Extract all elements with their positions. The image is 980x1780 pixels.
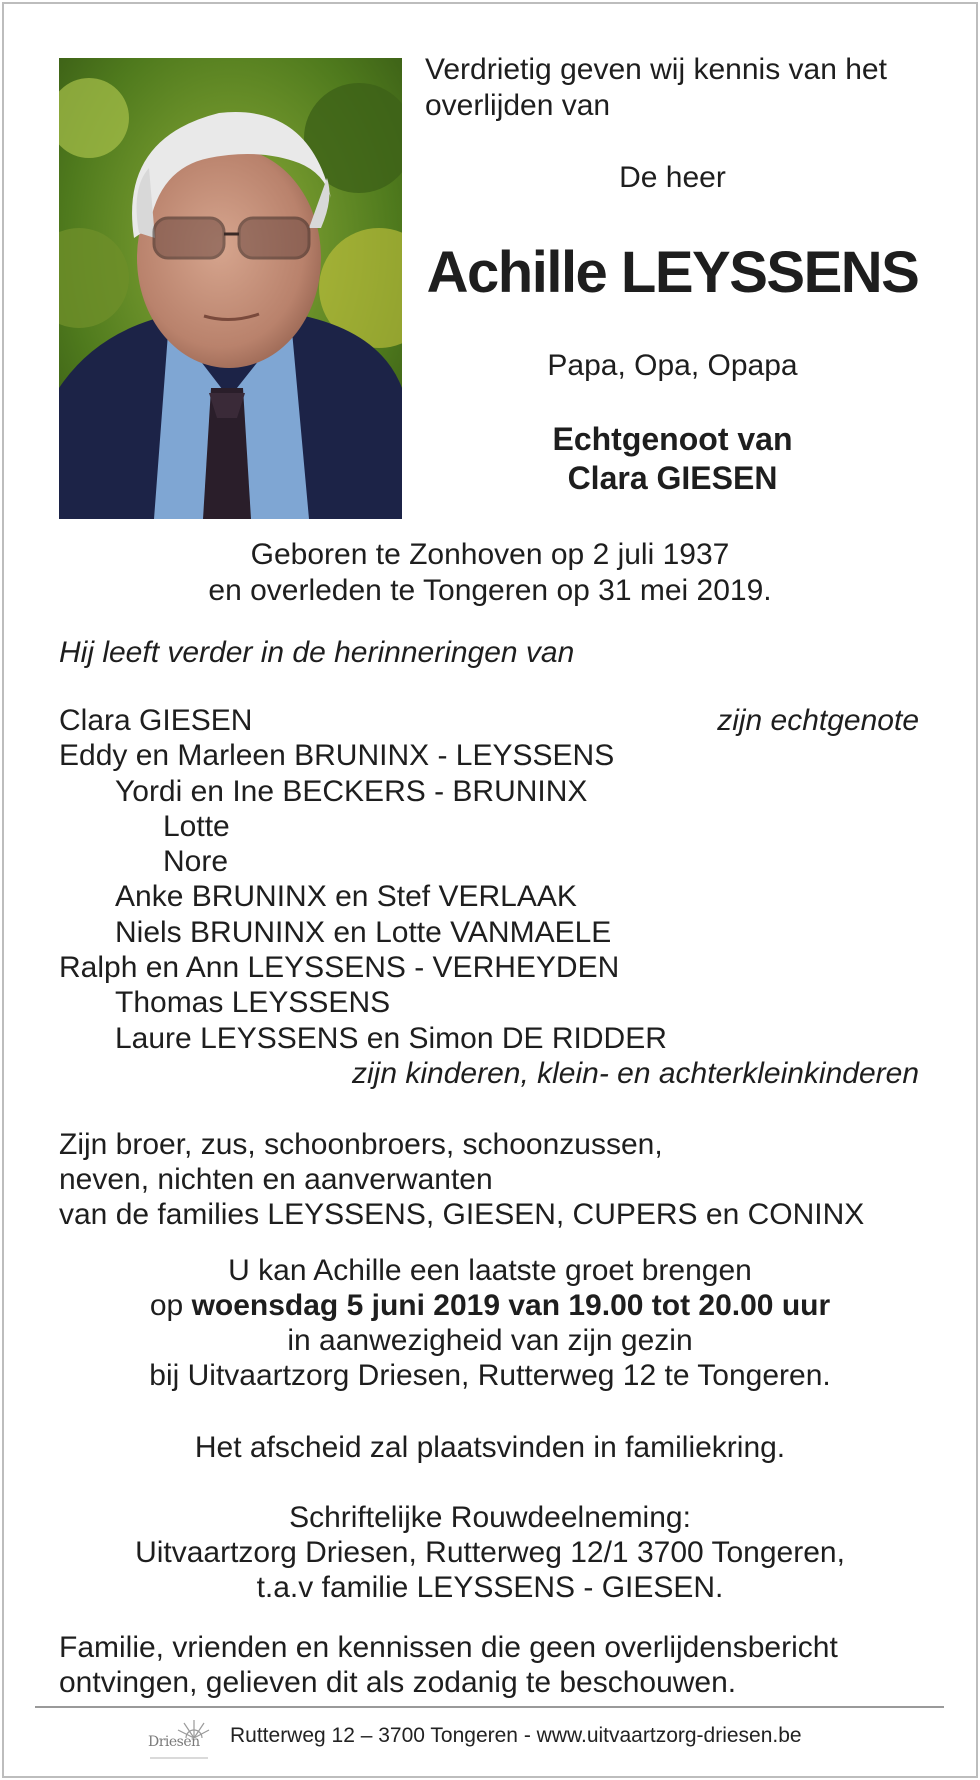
- visitation-block: [0, 1253, 980, 1393]
- family-member-name: Clara GIESEN: [59, 704, 253, 737]
- death-line: en overleden te Tongeren op 31 mei 2019.: [208, 574, 772, 607]
- honorific: De heer: [619, 161, 726, 194]
- family-row: [59, 703, 919, 738]
- notice-line: Familie, vrienden en kennissen die geen overlijdensbericht: [59, 1631, 838, 1664]
- visit-location: bij Uitvaartzorg Driesen, Rutterweg 12 te Tongeren.: [149, 1359, 831, 1392]
- family-row: [59, 844, 919, 879]
- notice-line: ontvingen, gelieven dit als zodanig te beschouwen.: [59, 1666, 737, 1699]
- visit-line: in aanwezigheid van zijn gezin: [287, 1324, 693, 1357]
- family-member-name: Ralph en Ann LEYSSENS - VERHEYDEN: [59, 951, 620, 985]
- family-member-role: zijn echtgenote: [717, 704, 919, 737]
- visit-date-prefix: op: [149, 1289, 192, 1322]
- family-row: [59, 985, 919, 1020]
- notice-block: [59, 1630, 838, 1700]
- condolence-block: [0, 1500, 980, 1605]
- family-row: [59, 774, 919, 809]
- spouse-block: [425, 420, 920, 498]
- logo-wordmark: Driesen: [148, 1734, 200, 1750]
- birth-line: Geboren te Zonhoven op 2 juli 1937: [250, 538, 730, 571]
- family-member-name: Eddy en Marleen BRUNINX - LEYSSENS: [59, 739, 615, 773]
- condolence-attention: t.a.v familie LEYSSENS - GIESEN.: [256, 1571, 724, 1604]
- funeral-home-logo: [148, 1716, 210, 1762]
- family-row: [59, 879, 919, 914]
- spouse-name: Clara GIESEN: [567, 460, 778, 496]
- family-member-name: Yordi en Ine BECKERS - BRUNINX: [115, 774, 588, 808]
- family-row: [59, 809, 919, 844]
- visit-line: U kan Achille een laatste groet brengen: [228, 1254, 752, 1287]
- relatives-line: neven, nichten en aanverwanten: [59, 1163, 493, 1196]
- announcement-intro: Verdrietig geven wij kennis van het overlijden van: [425, 53, 887, 122]
- spouse-label: Echtgenoot van: [552, 421, 793, 457]
- memories-intro: Hij leeft verder in de herinneringen van: [59, 636, 575, 669]
- family-group-role: zijn kinderen, klein- en achterkleinkinderen: [352, 1056, 919, 1090]
- family-row: [59, 738, 919, 773]
- condolence-address: Uitvaartzorg Driesen, Rutterweg 12/1 3700 Tongeren,: [135, 1536, 845, 1569]
- family-member-name: Thomas LEYSSENS: [115, 986, 391, 1020]
- visit-date: woensdag 5 juni 2019 van 19.00 tot 20.00 uur: [191, 1289, 831, 1322]
- condolence-title: Schriftelijke Rouwdeelneming:: [289, 1501, 691, 1534]
- family-member-name: Niels BRUNINX en Lotte VANMAELE: [115, 915, 612, 949]
- family-row: [59, 1056, 919, 1091]
- birth-death-block: [0, 537, 980, 609]
- relatives-line: Zijn broer, zus, schoonbroers, schoonzussen,: [59, 1128, 663, 1161]
- family-member-name: Lotte: [163, 809, 230, 843]
- family-member-name: Laure LEYSSENS en Simon DE RIDDER: [115, 1021, 667, 1055]
- family-roles: Papa, Opa, Opapa: [547, 349, 798, 382]
- family-row: [59, 950, 919, 985]
- footer-divider: [35, 1706, 944, 1708]
- relatives-block: [59, 1127, 864, 1232]
- visit-date-line: [0, 1288, 980, 1323]
- deceased-name: Achille LEYSSENS: [426, 240, 919, 305]
- family-member-name: Nore: [163, 845, 229, 879]
- family-member-name: Anke BRUNINX en Stef VERLAAK: [115, 880, 577, 914]
- family-row: [59, 1021, 919, 1056]
- footer-address: Rutterweg 12 – 3700 Tongeren - www.uitvaartzorg-driesen.be: [230, 1724, 802, 1747]
- portrait-photo: [59, 58, 402, 519]
- family-row: [59, 915, 919, 950]
- family-list: [59, 703, 919, 1091]
- farewell-line: Het afscheid zal plaatsvinden in familiekring.: [194, 1431, 786, 1464]
- relatives-line: van de families LEYSSENS, GIESEN, CUPERS en CONINX: [59, 1198, 865, 1231]
